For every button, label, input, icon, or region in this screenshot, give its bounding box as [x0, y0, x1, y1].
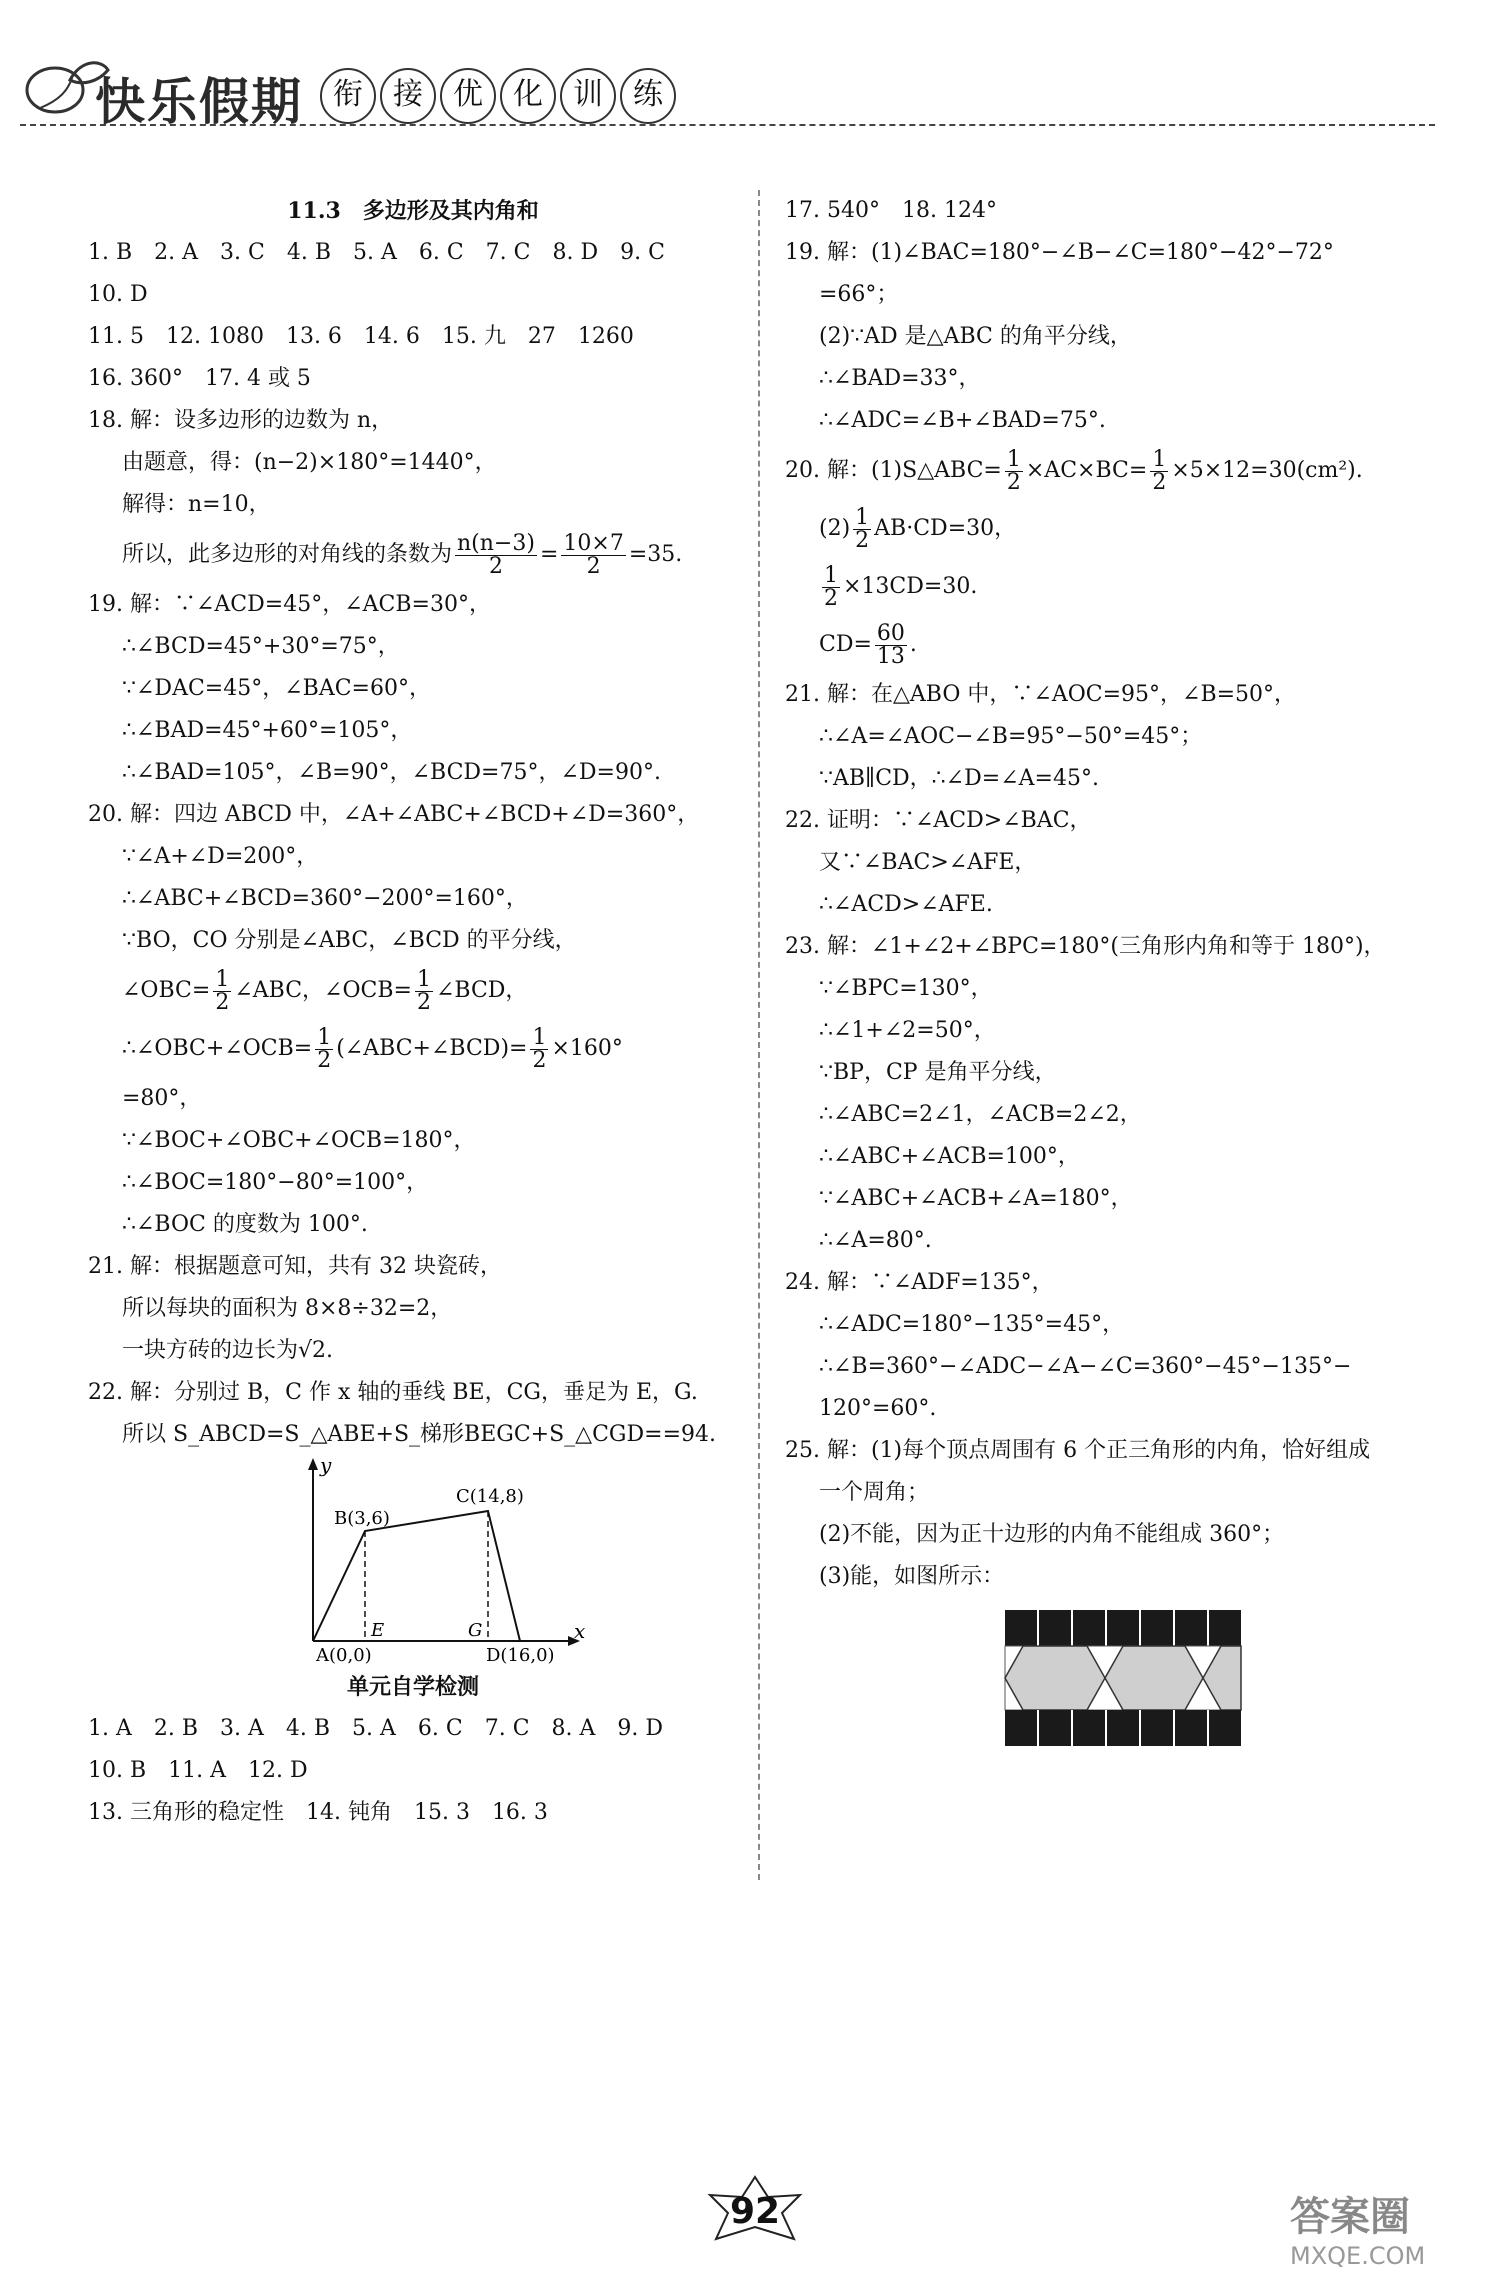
answer-line: 一块方砖的边长为√2.	[122, 1338, 334, 1363]
answer-line: ∵AB∥CD，∴∠D=∠A=45°.	[819, 766, 1099, 791]
quadrilateral-outline	[313, 1511, 520, 1641]
text: .	[909, 632, 917, 657]
brand-subtitle	[320, 68, 676, 124]
fraction	[875, 620, 907, 669]
text: (∠ABC+∠BCD)=	[336, 1036, 528, 1061]
answer-line: ∵∠BOC+∠OBC+∠OCB=180°，	[122, 1128, 476, 1153]
answer-line: (3)能，如图所示：	[819, 1564, 1005, 1589]
answer-line: ∴∠A=∠AOC−∠B=95°−50°=45°；	[819, 724, 1203, 749]
answer-line: 又∵∠BAC>∠AFE，	[819, 850, 1037, 875]
numerator: 1	[416, 966, 431, 992]
point-b-label: B(3,6)	[334, 1508, 390, 1529]
answer-line: 22. 证明：∵∠ACD>∠BAC，	[785, 808, 1092, 833]
answer-line: ∴∠A=80°.	[819, 1228, 932, 1253]
point-d-label: D(16,0)	[486, 1645, 555, 1666]
fraction	[561, 530, 625, 579]
left-column	[88, 190, 738, 1834]
tiling-figure	[785, 1598, 1445, 1758]
subtitle-char: 衔	[320, 68, 376, 124]
answer-line: ∴∠BCD=45°+30°=75°，	[122, 634, 400, 659]
text: ×13CD=30.	[843, 574, 978, 599]
answer-line: ∴∠BAD=105°，∠B=90°，∠BCD=75°，∠D=90°.	[122, 760, 661, 785]
answer-line	[785, 442, 1445, 500]
numerator: 1	[532, 1024, 547, 1050]
denominator: 2	[317, 1047, 332, 1073]
denominator: 2	[824, 585, 838, 611]
answer-line: ∵∠ABC+∠ACB+∠A=180°，	[819, 1186, 1133, 1211]
answer-line: ∴∠ADC=∠B+∠BAD=75°.	[819, 408, 1106, 433]
answer-line: 25. 解：(1)每个顶点周围有 6 个正三角形的内角，恰好组成	[785, 1438, 1371, 1463]
fraction	[530, 1024, 548, 1073]
answer-line: ∴∠ADC=180°−135°=45°，	[819, 1312, 1125, 1337]
answer-line: (2)不能，因为正十边形的内角不能组成 360°；	[819, 1522, 1285, 1547]
text: AB·CD=30，	[874, 516, 1017, 541]
subtitle-char: 化	[500, 68, 556, 124]
answer-line: ∴∠ABC+∠ACB=100°，	[819, 1144, 1080, 1169]
fraction	[1150, 446, 1168, 495]
answer-line: 18. 解：设多边形的边数为 n，	[88, 408, 394, 433]
text: ∠ABC，∠OCB=	[234, 978, 412, 1003]
tile-row-top	[1005, 1610, 1241, 1646]
numerator: n(n−3)	[457, 530, 535, 556]
answer-line: 1. B 2. A 3. C 4. B 5. A 6. C 7. C 8. D 9. C	[88, 240, 665, 265]
answer-line: 23. 解：∠1+∠2+∠BPC=180°(三角形内角和等于 180°)，	[785, 934, 1386, 959]
answer-line: (2)∵AD 是△ABC 的角平分线，	[819, 324, 1132, 349]
denominator: 13	[876, 643, 905, 669]
subtitle-char: 练	[620, 68, 676, 124]
point-e-label: E	[371, 1620, 385, 1641]
brand-title: 快乐假期	[95, 73, 303, 131]
answer-line: ∴∠BAD=33°，	[819, 366, 981, 391]
fraction	[415, 966, 433, 1015]
fraction	[1005, 446, 1023, 495]
right-column	[785, 190, 1445, 1758]
text: CD=	[819, 632, 872, 657]
point-g-label: G	[468, 1620, 483, 1641]
answer-line: 21. 解：在△ABO 中，∵∠AOC=95°，∠B=50°，	[785, 682, 1297, 707]
numerator: 1	[1006, 446, 1021, 472]
column-divider	[758, 190, 760, 1880]
header-divider	[20, 124, 1435, 126]
answer-line	[88, 962, 738, 1020]
subtitle-char: 接	[380, 68, 436, 124]
watermark-url: MXQE.COM	[1290, 2242, 1426, 2270]
answer-line	[785, 558, 1445, 616]
page-number	[690, 2175, 820, 2245]
answer-line: 22. 解：分别过 B，C 作 x 轴的垂线 BE，CG，垂足为 E，G.	[88, 1380, 698, 1405]
answer-line: 20. 解：四边 ABCD 中，∠A+∠ABC+∠BCD+∠D=360°，	[88, 802, 700, 827]
answer-line: ∴∠BAD=45°+60°=105°，	[122, 718, 413, 743]
denominator: 2	[1006, 469, 1021, 495]
answer-line	[88, 1020, 738, 1078]
answer-line: 11. 5 12. 1080 13. 6 14. 6 15. 九 27 1260	[88, 324, 634, 349]
answer-line: 21. 解：根据题意可知，共有 32 块瓷砖，	[88, 1254, 502, 1279]
answer-line: 19. 解：∵∠ACD=45°，∠ACB=30°，	[88, 592, 491, 617]
answer-line: ∴∠BOC 的度数为 100°.	[122, 1212, 368, 1237]
answer-line: 1. A 2. B 3. A 4. B 5. A 6. C 7. C 8. A 9. D	[88, 1716, 664, 1741]
denominator: 2	[532, 1047, 547, 1073]
fraction	[315, 1024, 333, 1073]
answer-line: ∴∠ABC+∠BCD=360°−200°=160°，	[122, 886, 528, 911]
answer-line: ∴∠BOC=180°−80°=100°，	[122, 1170, 429, 1195]
denominator: 2	[855, 527, 870, 553]
answer-line: 由题意，得：(n−2)×180°=1440°，	[122, 450, 497, 475]
fraction	[455, 530, 537, 579]
section-title: 11.3 多边形及其内角和	[287, 198, 539, 224]
answer-line: 24. 解：∵∠ADF=135°，	[785, 1270, 1054, 1295]
answer-line: 17. 540° 18. 124°	[785, 198, 997, 223]
numerator: 60	[876, 620, 905, 646]
unit-test-title: 单元自学检测	[346, 1674, 479, 1700]
numerator: 1	[215, 966, 230, 992]
numerator: 1	[1152, 446, 1167, 472]
answer-line: 解得：n=10，	[122, 492, 271, 517]
text: 20. 解：(1)S△ABC=	[785, 458, 1002, 483]
point-c-label: C(14,8)	[456, 1486, 524, 1507]
denominator: 2	[416, 989, 431, 1015]
answer-line: 13. 三角形的稳定性 14. 钝角 15. 3 16. 3	[88, 1800, 548, 1825]
text: =	[539, 542, 559, 567]
answer-line: ∵∠A+∠D=200°，	[122, 844, 319, 869]
answer-line	[88, 526, 738, 584]
fraction	[853, 504, 871, 553]
numerator: 1	[824, 562, 838, 588]
denominator: 2	[586, 553, 601, 579]
coordinate-graph	[88, 1456, 738, 1666]
answer-line: 10. B 11. A 12. D	[88, 1758, 308, 1783]
text: ×5×12=30(cm²).	[1171, 458, 1363, 483]
answer-line: 10. D	[88, 282, 148, 307]
subtitle-char: 优	[440, 68, 496, 124]
answer-line: ∵∠BPC=130°，	[819, 976, 993, 1001]
numerator: 1	[855, 504, 870, 530]
answer-line: ∵∠DAC=45°，∠BAC=60°，	[122, 676, 431, 701]
text: (2)	[819, 516, 851, 541]
tile-row-middle	[1005, 1646, 1241, 1710]
x-axis-label: x	[574, 1619, 586, 1643]
answer-line: 一个周角；	[819, 1480, 930, 1505]
answer-line: 所以每块的面积为 8×8÷32=2，	[122, 1296, 453, 1321]
watermark	[1290, 2185, 1425, 2270]
numerator: 1	[317, 1024, 332, 1050]
answer-line: ∴∠1+∠2=50°，	[819, 1018, 996, 1043]
answer-line: 19. 解：(1)∠BAC=180°−∠B−∠C=180°−42°−72°	[785, 240, 1334, 265]
tiling-svg	[785, 1598, 1445, 1758]
fraction	[213, 966, 231, 1015]
answer-line: ∴∠ACD>∠AFE.	[819, 892, 993, 917]
answer-line: =66°；	[819, 282, 899, 307]
answer-line: ∵BP，CP 是角平分线，	[819, 1060, 1057, 1085]
denominator: 2	[215, 989, 230, 1015]
answer-line	[785, 500, 1445, 558]
y-axis-label: y	[320, 1456, 332, 1477]
tile-row-bottom	[1005, 1710, 1241, 1746]
y-axis-arrow	[308, 1458, 318, 1470]
answer-line: ∴∠B=360°−∠ADC−∠A−∠C=360°−45°−135°−	[819, 1354, 1352, 1379]
page-header	[0, 0, 1510, 135]
answer-line: =80°，	[122, 1086, 202, 1111]
graph-svg	[88, 1456, 738, 1666]
answer-line: 16. 360° 17. 4 或 5	[88, 366, 311, 391]
numerator: 10×7	[563, 530, 624, 556]
fraction	[822, 562, 840, 611]
text: =35.	[628, 542, 683, 567]
answer-line	[785, 616, 1445, 674]
text: ∴∠OBC+∠OCB=	[122, 1036, 313, 1061]
denominator: 2	[488, 553, 503, 579]
denominator: 2	[1152, 469, 1167, 495]
page-number-text: 92	[729, 2191, 781, 2232]
answer-line: ∵BO，CO 分别是∠ABC，∠BCD 的平分线，	[122, 928, 577, 953]
text: ×160°	[551, 1036, 623, 1061]
answer-line: 120°=60°.	[819, 1396, 937, 1421]
text: 所以，此多边形的对角线的条数为	[122, 542, 453, 567]
watermark-logo: 答案圈	[1290, 2194, 1410, 2240]
text: ∠BCD，	[435, 978, 528, 1003]
answer-line: 所以 S_ABCD=S_△ABE+S_梯形BEGC+S_△CGD==94.	[122, 1422, 717, 1447]
point-a-label: A(0,0)	[316, 1645, 372, 1666]
subtitle-char: 训	[560, 68, 616, 124]
answer-line: ∴∠ABC=2∠1，∠ACB=2∠2，	[819, 1102, 1142, 1127]
text: ∠OBC=	[122, 978, 211, 1003]
text: ×AC×BC=	[1025, 458, 1148, 483]
